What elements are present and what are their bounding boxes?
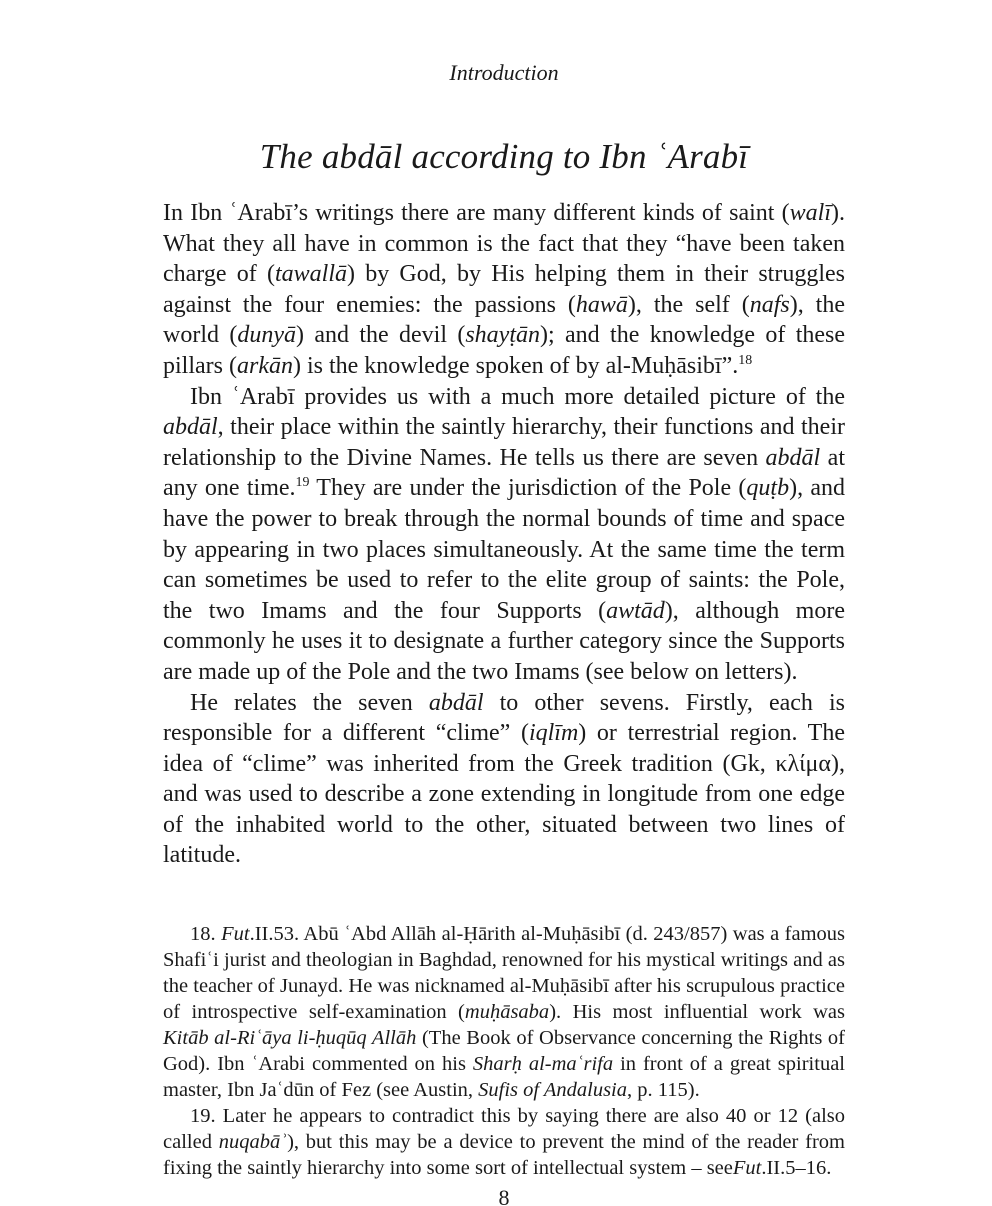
footnotes-section	[163, 921, 845, 1181]
page-number: 8	[498, 1185, 510, 1206]
body-text	[163, 198, 845, 871]
footnote-18: 18. Fut.II.53. Abū ʿAbd Allāh al-Ḥārith al-Muḥāsibī (d. 243/857) was a famous Shafiʿi jurist and theologian in Baghdad, renowned for his mystical writings and as the teacher of Junayd. He was nicknamed al-Muḥāsibī after his scrupulous practice of introspective self-examination (muḥāsaba). His most influential work was Kitāb al-Riʿāya li-ḥuqūq Allāh (The Book of Observance concerning the Rights of God). Ibn ʿArabi commented on his Sharḥ al-maʿrifa in front of a great spiritual master, Ibn Jaʿdūn of Fez (see Austin, Sufis of Andalusia, p. 115).	[163, 923, 846, 1102]
body-paragraph-2: Ibn ʿArabī provides us with a much more detailed picture of the abdāl, their place within the saintly hierarchy, their functions and their relationship to the Divine Names. He tells us there are seven abdāl at any one time.$^{19}$ They are under the jurisdiction of the Pole (quṭb), and have the power to break through the normal bounds of time and space by appearing in two places simultaneously. At the same time the term can sometimes be used to refer to the elite group of saints: the Pole, the two Imams and the four Supports (awtād), although more commonly he uses it to designate a further category since the Supports are made up of the Pole and the two Imams (see below on letters).	[163, 383, 846, 685]
body-paragraph-3: He relates the seven abdāl to other sevens. Firstly, each is responsible for a different “clime” (iqlīm) or terrestrial region. The idea of “clime” was inherited from the Greek tradition (Gk, κλίμα), and was used to describe a zone extending in longitude from one edge of the inhabited world to the other, situated between two lines of latitude.	[163, 689, 845, 869]
body-paragraph-1: In Ibn ʿArabī’s writings there are many different kinds of saint (walī). What they all have in common is the fact that they “have been taken charge of (tawallā) by God, by His helping them in their struggles against the four enemies: the passions (hawā), the self (nafs), the world (dunyā) and the devil (shayṭān); and the knowledge of these pillars (arkān) is the knowledge spoken of by al-Muḥāsibī”.$^{18}$	[163, 200, 846, 379]
footnote-19: 19. Later he appears to contradict this by saying there are also 40 or 12 (also called nuqabāʾ), but this may be a device to prevent the mind of the reader from fixing the saintly hierarchy into some sort of intellectual system – seeFut.II.5–16.	[163, 1105, 845, 1180]
running-header: Introduction	[449, 60, 559, 85]
text-block	[163, 0, 845, 1206]
page-title: The abdāl according to Ibn ʿArabī	[259, 137, 749, 176]
